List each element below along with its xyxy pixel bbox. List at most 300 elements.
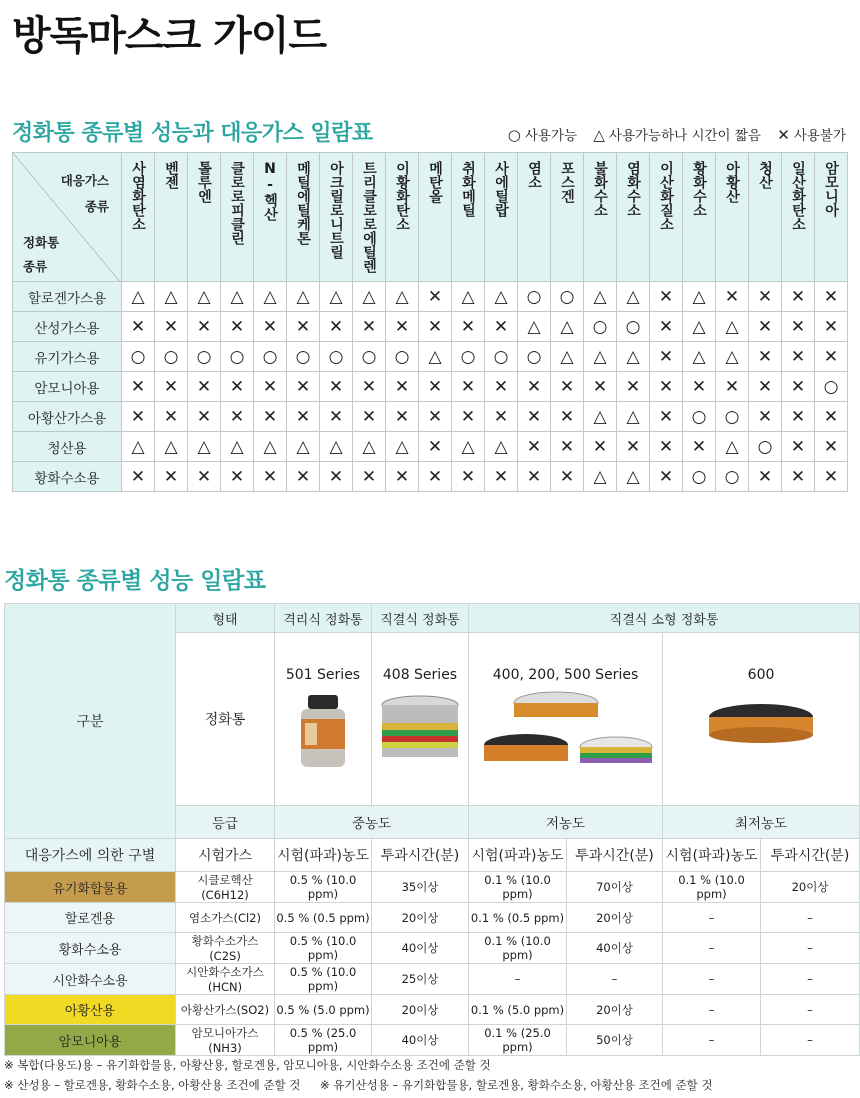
compatibility-symbol: ✕ [493,466,509,487]
compatibility-cell [221,342,254,372]
compatibility-symbol: ✕ [427,436,443,457]
compatibility-symbol: ○ [526,286,542,307]
compatibility-cell [650,432,683,462]
gas-name-label: 일산화탄소 [790,161,806,231]
compatibility-cell [353,312,386,342]
mid-conc-cell: 0.5 % (5.0 ppm) [275,995,372,1025]
compatibility-cell [188,432,221,462]
compatibility-symbol: △ [461,436,475,457]
canister-type-label: 청산용 [13,432,122,462]
compatibility-cell [716,402,749,432]
lowest-conc-cell: – [663,933,761,964]
compatibility-symbol: ✕ [427,406,443,427]
compatibility-symbol: ✕ [757,376,773,397]
grade-lowest-header: 최저농도 [663,806,860,839]
compatibility-cell [617,312,650,342]
compatibility-symbol: ✕ [559,406,575,427]
mid-conc-cell: 0.5 % (10.0 ppm) [275,964,372,995]
canister-type-label: 황화수소용 [13,462,122,492]
compatibility-symbol: ✕ [592,376,608,397]
compatibility-cell [716,432,749,462]
compatibility-cell [188,372,221,402]
gas-name-label: 아크릴로니트릴 [328,161,344,259]
compatibility-symbol: △ [725,436,739,457]
low-conc-cell: 0.1 % (10.0 ppm) [469,872,567,903]
gubun-header: 구분 [5,604,176,839]
gas-name-label: 염화수소 [625,161,641,217]
low-conc-cell: 0.1 % (25.0 ppm) [469,1025,567,1056]
row-label-nh3: 암모니아용 [5,1025,176,1056]
lowest-time-header: 투과시간(분) [761,839,860,872]
compatibility-symbol: ○ [130,346,146,367]
canister-type-label: 유기가스용 [13,342,122,372]
compatibility-cell [419,282,452,312]
compatibility-cell [452,432,485,462]
compatibility-symbol: ○ [724,466,740,487]
mid-time-cell: 35이상 [372,872,469,903]
gas-column-header [320,153,353,282]
low-conc-cell: – [469,964,567,995]
compatibility-symbol: ✕ [295,316,311,337]
compatibility-cell [551,342,584,372]
table-row [13,432,848,462]
compatibility-symbol: ✕ [460,316,476,337]
compatibility-cell [419,342,452,372]
compatibility-cell [749,432,782,462]
test-gas-cell: 시클로헥산(C6H12) [176,872,275,903]
mid-time-cell: 40이상 [372,933,469,964]
compatibility-cell [287,402,320,432]
footnote-acid: ※ 산성용 – 할로겐용, 황화수소용, 아황산용 조건에 준할 것 [4,1078,301,1092]
compatibility-symbol: △ [395,436,409,457]
compatibility-cell [782,432,815,462]
compatibility-cell [155,342,188,372]
compatibility-symbol: △ [296,436,310,457]
compatibility-cell [155,372,188,402]
compatibility-cell [815,342,848,372]
compatibility-cell [518,402,551,432]
gas-column-header [650,153,683,282]
gas-column-header [551,153,584,282]
compatibility-symbol: ✕ [262,406,278,427]
compatibility-symbol: ○ [229,346,245,367]
low-time-cell: 20이상 [567,995,663,1025]
compatibility-cell [353,372,386,402]
compatibility-cell [386,462,419,492]
compatibility-cell [452,402,485,432]
gas-name-label: 이산화질소 [658,161,674,231]
compatibility-cell [452,312,485,342]
test-gas-header: 시험가스 [176,839,275,872]
compatibility-cell [287,312,320,342]
small-direct-canister-header: 직결식 소형 정화통 [469,604,860,633]
compatibility-symbol: ○ [361,346,377,367]
compatibility-symbol: △ [494,286,508,307]
compatibility-cell [122,372,155,402]
series-400-label: 400, 200, 500 Series [492,667,639,683]
compatibility-symbol: ✕ [229,316,245,337]
compatibility-cell [749,402,782,432]
compatibility-cell [353,462,386,492]
gas-column-header [485,153,518,282]
compatibility-cell [221,432,254,462]
compatibility-cell [485,432,518,462]
compatibility-cell [551,282,584,312]
corner-canister-type-label: 종류 [23,259,48,274]
compatibility-symbol: △ [230,286,244,307]
compatibility-symbol: ✕ [823,346,839,367]
compatibility-symbol: ✕ [262,316,278,337]
compatibility-cell [518,462,551,492]
compatibility-symbol: △ [164,286,178,307]
compatibility-symbol: ○ [163,346,179,367]
table-row [5,1025,860,1056]
compatibility-symbol: ○ [625,316,641,337]
compatibility-symbol: ✕ [196,376,212,397]
compatibility-symbol: ✕ [757,316,773,337]
compatibility-symbol: △ [593,466,607,487]
compatibility-cell [683,342,716,372]
compatibility-symbol: ✕ [658,316,674,337]
compatibility-symbol: ○ [394,346,410,367]
compatibility-symbol: ✕ [262,376,278,397]
compatibility-cell [749,282,782,312]
series-408-label: 408 Series [382,667,458,683]
compatibility-symbol: ○ [757,436,773,457]
compatibility-symbol: ✕ [559,436,575,457]
compatibility-cell [650,312,683,342]
lowest-time-cell: – [761,903,860,933]
series-501-label: 501 Series [285,667,361,683]
compatibility-cell [815,402,848,432]
compatibility-symbol: △ [626,286,640,307]
compatibility-cell [254,342,287,372]
corner-gas-type-label: 종류 [84,199,109,214]
compatibility-cell [650,282,683,312]
lowest-conc-cell: 0.1 % (10.0 ppm) [663,872,761,903]
compatibility-symbol: ✕ [526,436,542,457]
compatibility-symbol: ○ [691,406,707,427]
compatibility-cell [353,432,386,462]
compatibility-cell [155,282,188,312]
table-row [5,964,860,995]
gas-column-header [815,153,848,282]
table-row [13,312,848,342]
gas-name-label: 염소 [526,161,542,189]
compatibility-cell [485,342,518,372]
compatibility-symbol: ✕ [823,406,839,427]
gas-name-label: 불화수소 [592,161,608,217]
compatibility-cell [683,402,716,432]
compatibility-table [12,152,848,492]
low-conc-header: 시험(파과)농도 [469,839,567,872]
series-408-cell [372,633,469,806]
gas-name-label: N-헥산 [262,161,278,221]
compatibility-cell [188,282,221,312]
lowest-conc-cell: – [663,964,761,995]
compatibility-cell [122,402,155,432]
lowest-time-cell: 20이상 [761,872,860,903]
compatibility-cell [551,402,584,432]
compatibility-symbol: ✕ [658,376,674,397]
compatibility-cell [749,372,782,402]
compatibility-symbol: △ [197,436,211,457]
compatibility-symbol: ✕ [130,466,146,487]
compatibility-symbol: ✕ [559,466,575,487]
compatibility-symbol: ✕ [163,466,179,487]
compatibility-cell [782,372,815,402]
compatibility-symbol: △ [362,436,376,457]
compatibility-cell [221,282,254,312]
compatibility-symbol: ✕ [658,346,674,367]
compatibility-symbol: ✕ [361,376,377,397]
compatibility-symbol: ✕ [691,376,707,397]
compatibility-symbol: ✕ [130,376,146,397]
canister-type-label: 할로겐가스용 [13,282,122,312]
compatibility-cell [551,432,584,462]
compatibility-cell [221,372,254,402]
compatibility-cell [320,342,353,372]
mid-time-cell: 20이상 [372,995,469,1025]
gas-column-header [122,153,155,282]
compatibility-symbol: ✕ [790,346,806,367]
compatibility-cell [254,282,287,312]
low-time-cell: – [567,964,663,995]
series-501-cell [275,633,372,806]
compatibility-cell [584,342,617,372]
gas-name-label: 톨루엔 [196,161,212,203]
compatibility-symbol: ✕ [757,346,773,367]
gas-column-header [386,153,419,282]
gas-name-label: 암모니아 [823,161,839,217]
row-label-halogen: 할로겐용 [5,903,176,933]
gas-column-header [782,153,815,282]
table-row [5,933,860,964]
compatibility-cell [254,432,287,462]
compatibility-cell [386,402,419,432]
canister-type-label: 암모니아용 [13,372,122,402]
compatibility-cell [419,402,452,432]
gas-name-label: 취화메틸 [460,161,476,217]
corner-header-cell [13,153,122,282]
compatibility-cell [518,432,551,462]
test-gas-cell: 암모니아가스(NH3) [176,1025,275,1056]
compatibility-symbol: ✕ [757,466,773,487]
compatibility-cell [815,312,848,342]
gas-column-header [749,153,782,282]
canister-501-image [288,693,358,773]
corner-canister-label: 정화통 [23,235,60,250]
compatibility-cell [584,462,617,492]
table-row [13,372,848,402]
compatibility-cell [221,312,254,342]
compatibility-symbol: △ [560,346,574,367]
compatibility-symbol: ✕ [460,466,476,487]
compatibility-symbol: ✕ [724,286,740,307]
compatibility-symbol: △ [626,466,640,487]
compatibility-cell [287,372,320,402]
compatibility-cell [287,282,320,312]
compatibility-cell [683,312,716,342]
compatibility-symbol: ✕ [823,436,839,457]
compatibility-cell [320,372,353,402]
compatibility-cell [122,432,155,462]
compatibility-cell [452,342,485,372]
compatibility-symbol: ✕ [361,406,377,427]
compatibility-symbol: ✕ [493,316,509,337]
legend-usable-label: 사용가능 [524,128,578,144]
compatibility-cell [287,342,320,372]
compatibility-cell [650,342,683,372]
compatibility-cell [683,372,716,402]
compatibility-cell [122,282,155,312]
form-header: 형태 [176,604,275,633]
compatibility-symbol: ✕ [658,286,674,307]
compatibility-symbol: △ [131,286,145,307]
gas-name-label: 벤젠 [163,161,179,189]
lowest-time-cell: – [761,995,860,1025]
compatibility-symbol: ✕ [196,466,212,487]
gas-name-label: 트리클로로에틸렌 [361,161,377,273]
compatibility-symbol: △ [296,286,310,307]
compatibility-symbol: ✕ [427,376,443,397]
compatibility-symbol: ✕ [394,466,410,487]
gas-name-label: 사염화탄소 [130,161,146,231]
corner-gas-label: 대응가스 [60,173,109,188]
by-gas-header: 대응가스에 의한 구별 [5,839,176,872]
compatibility-symbol: ✕ [493,376,509,397]
compatibility-symbol: ✕ [823,466,839,487]
test-gas-cell: 아황산가스(SO2) [176,995,275,1025]
compatibility-symbol: ○ [724,406,740,427]
row-label-organic: 유기화합물용 [5,872,176,903]
mid-time-cell: 25이상 [372,964,469,995]
compatibility-symbol: ✕ [394,406,410,427]
lowest-conc-cell: – [663,903,761,933]
compatibility-symbol: ✕ [790,286,806,307]
gas-name-label: 메틸에틸케톤 [295,161,311,245]
compatibility-symbol: ✕ [493,406,509,427]
series-600-label: 600 [747,667,775,683]
compatibility-symbol: △ [395,286,409,307]
compatibility-symbol: ✕ [526,406,542,427]
compatibility-symbol: ○ [262,346,278,367]
compatibility-symbol: △ [593,406,607,427]
compatibility-symbol: △ [593,286,607,307]
compatibility-cell [485,372,518,402]
triangle-symbol-icon: △ [593,126,605,144]
compatibility-symbol: ✕ [691,436,707,457]
canister-label: 정화통 [176,633,275,806]
legend-unusable-label: 사용불가 [793,128,846,144]
mid-time-cell: 40이상 [372,1025,469,1056]
compatibility-symbol: ✕ [790,406,806,427]
gas-column-header [617,153,650,282]
compatibility-symbol: △ [692,286,706,307]
compatibility-cell [617,342,650,372]
compatibility-cell [386,312,419,342]
compatibility-cell [485,312,518,342]
circle-symbol-icon: ○ [507,126,521,144]
compatibility-cell [419,462,452,492]
low-conc-cell: 0.1 % (10.0 ppm) [469,933,567,964]
gas-column-header [716,153,749,282]
compatibility-cell [683,462,716,492]
compatibility-symbol: ✕ [295,376,311,397]
compatibility-cell [155,312,188,342]
compatibility-symbol: ✕ [262,466,278,487]
compatibility-cell [617,402,650,432]
compatibility-cell [683,432,716,462]
compatibility-symbol: △ [692,316,706,337]
compatibility-symbol: ✕ [790,466,806,487]
compatibility-cell [485,402,518,432]
table-row [13,462,848,492]
cross-symbol-icon: ✕ [777,126,790,144]
compatibility-symbol: ✕ [460,406,476,427]
compatibility-cell [551,462,584,492]
compatibility-cell [518,372,551,402]
compatibility-cell [518,312,551,342]
compatibility-cell [815,432,848,462]
compatibility-symbol: △ [329,436,343,457]
compatibility-cell [782,462,815,492]
gas-column-header [683,153,716,282]
remote-canister-header: 격리식 정화통 [275,604,372,633]
compatibility-symbol: ✕ [757,406,773,427]
low-time-cell: 70이상 [567,872,663,903]
low-conc-cell: 0.1 % (0.5 ppm) [469,903,567,933]
lowest-conc-header: 시험(파과)농도 [663,839,761,872]
compatibility-cell [254,312,287,342]
compatibility-cell [320,312,353,342]
compatibility-cell [386,342,419,372]
compatibility-cell [254,402,287,432]
legend-short-time-label: 사용가능하나 시간이 짧음 [608,128,761,144]
compatibility-cell [419,312,452,342]
gas-column-header [221,153,254,282]
compatibility-cell [617,372,650,402]
table-row [13,402,848,432]
compatibility-symbol: ✕ [658,406,674,427]
compatibility-symbol: ✕ [361,316,377,337]
row-label-so2: 아황산용 [5,995,176,1025]
compatibility-cell [518,342,551,372]
compatibility-symbol: ✕ [196,316,212,337]
compatibility-cell [122,462,155,492]
compatibility-cell [221,402,254,432]
low-time-cell: 50이상 [567,1025,663,1056]
mid-conc-cell: 0.5 % (0.5 ppm) [275,903,372,933]
test-gas-cell: 황화수소가스(C2S) [176,933,275,964]
compatibility-cell [419,372,452,402]
gas-column-header [419,153,452,282]
canister-408-image [375,693,465,773]
compatibility-symbol: ○ [295,346,311,367]
compatibility-cell [518,282,551,312]
compatibility-cell [584,372,617,402]
compatibility-symbol: ✕ [526,376,542,397]
compatibility-cell [485,462,518,492]
compatibility-symbol: ✕ [658,466,674,487]
compatibility-cell [617,462,650,492]
gas-column-header [287,153,320,282]
compatibility-symbol: ✕ [592,436,608,457]
compatibility-cell [353,282,386,312]
compatibility-symbol: △ [725,316,739,337]
compatibility-symbol: △ [428,346,442,367]
compatibility-symbol: ✕ [130,406,146,427]
